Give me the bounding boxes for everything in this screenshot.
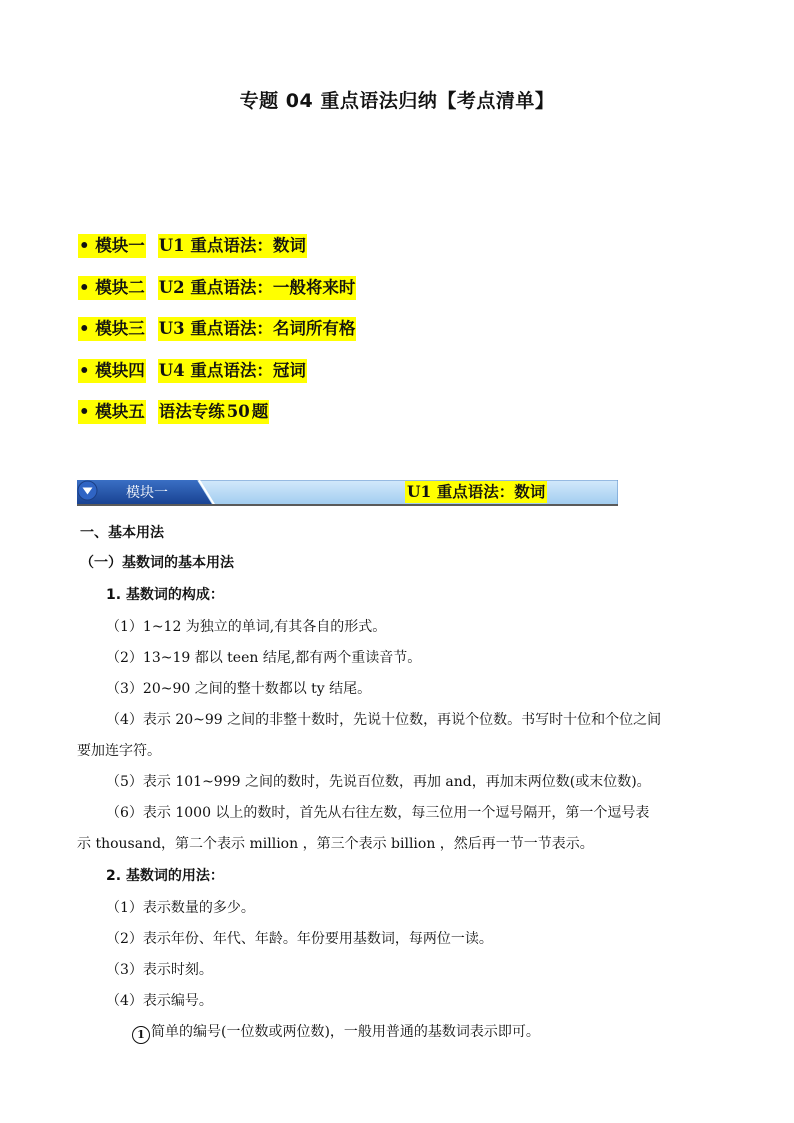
module-topic: 语法专练 <box>158 400 226 424</box>
unit-code: U2 <box>158 277 185 297</box>
paragraph: （1）1~12 为独立的单词,有其各自的形式。 <box>106 619 387 635</box>
unit-code: U4 <box>158 360 185 380</box>
paragraph: （3）20~90 之间的整十数都以 ty 结尾。 <box>106 681 372 697</box>
topic-text: 重点语法：冠词 <box>190 360 306 380</box>
question-count: 50 <box>226 400 251 424</box>
point-heading-formation: 1. 基数词的构成： <box>106 587 224 603</box>
section-heading: 一、基本用法 <box>80 525 164 541</box>
topic-text: 重点语法：一般将来时 <box>190 277 356 297</box>
module-name: 模块三 <box>95 319 145 338</box>
subsection-heading: （一）基数词的基本用法 <box>80 555 234 571</box>
module-label <box>78 359 146 383</box>
circled-number: 1 <box>132 1026 150 1044</box>
module-label <box>78 317 146 341</box>
module-item-4 <box>78 359 356 383</box>
point-heading-usage: 2. 基数词的用法： <box>106 868 224 884</box>
paragraph: （4）表示 20~99 之间的非整十数时，先说十位数，再说个位数。书写时十位和个位之间 <box>106 712 662 728</box>
paragraph: （6）表示 1000 以上的数时，首先从右往左数，每三位用一个逗号隔开，第一个逗号表 <box>106 805 650 821</box>
module-item-1 <box>78 234 356 258</box>
topic-text: 重点语法：数词 <box>190 236 306 255</box>
banner-module-label: 模块一 <box>126 485 168 501</box>
banner-title: U1 重点语法：数词 <box>407 482 546 501</box>
module-label <box>78 234 146 258</box>
paragraph-continued: 要加连字符。 <box>77 743 161 759</box>
bullet: • <box>79 360 90 380</box>
paragraph: （5）表示 101~999 之间的数时，先说百位数，再加 and，再加末两位数(或末位数)。 <box>106 774 651 790</box>
bullet: • <box>79 402 90 421</box>
paragraph-text: 简单的编号(一位数或两位数)，一般用普通的基数词表示即可。 <box>151 1024 540 1040</box>
module-topic <box>158 317 357 341</box>
module-topic <box>158 276 357 300</box>
page-title: 专题 04 重点语法归纳【考点清单】 <box>239 90 555 112</box>
module-item-2 <box>78 276 356 300</box>
paragraph: （2）13~19 都以 teen 结尾,都有两个重读音节。 <box>106 650 422 666</box>
topic-text: 重点语法：名词所有格 <box>190 319 356 338</box>
bullet: • <box>79 236 90 255</box>
module-topic-suffix: 题 <box>251 400 270 424</box>
unit-code: U1 <box>158 236 185 255</box>
module-item-5 <box>78 400 356 424</box>
module-topic <box>158 234 307 258</box>
paragraph: （3）表示时刻。 <box>106 962 213 978</box>
paragraph-numbered <box>132 1022 540 1044</box>
module-name: 模块二 <box>95 277 145 297</box>
module-label <box>78 276 146 300</box>
module-label <box>78 400 146 424</box>
paragraph: （1）表示数量的多少。 <box>106 900 255 916</box>
module-name: 模块五 <box>95 402 145 421</box>
paragraph: （2）表示年份、年代、年龄。年份要用基数词，每两位一读。 <box>106 931 493 947</box>
unit-code: U3 <box>158 319 185 338</box>
paragraph: （4）表示编号。 <box>106 993 213 1009</box>
module-item-3 <box>78 317 356 341</box>
module-banner <box>77 480 618 506</box>
chevron-down-circle-icon[interactable] <box>77 480 98 501</box>
bullet: • <box>79 277 90 297</box>
bullet: • <box>79 319 90 338</box>
module-list <box>78 234 356 442</box>
module-name: 模块一 <box>95 236 145 255</box>
paragraph-continued: 示 thousand，第二个表示 million ，第三个表示 billion ，然后再一节一节表示。 <box>77 836 594 852</box>
module-name: 模块四 <box>95 360 145 380</box>
module-topic <box>158 359 307 383</box>
